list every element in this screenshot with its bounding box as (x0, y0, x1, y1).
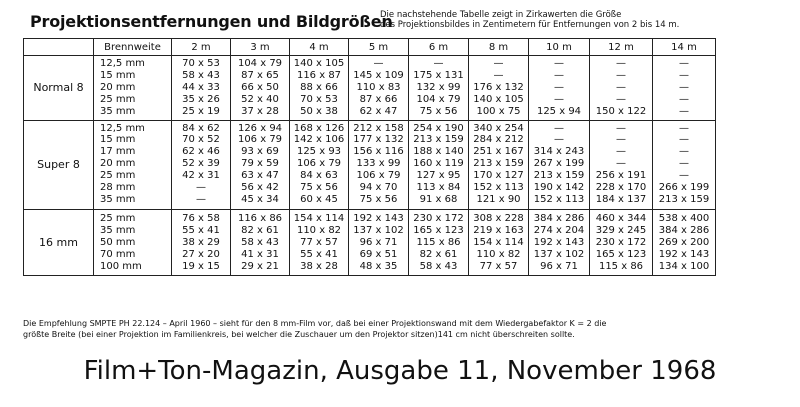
size-cell (349, 120, 409, 209)
size-value: 340 x 254 (473, 122, 524, 134)
group-normal-8 (24, 56, 716, 121)
description-line-1: Die nachstehende Tabelle zeigt in Zirkawerten die Größe (380, 10, 622, 20)
brennweite-cell (94, 56, 172, 121)
size-value: 110 x 82 (296, 224, 342, 236)
size-value: 165 x 123 (413, 224, 464, 236)
size-value: 96 x 71 (540, 260, 578, 272)
size-value: 100 x 75 (476, 105, 521, 117)
size-cell (590, 120, 653, 209)
group-label: Normal 8 (24, 56, 94, 121)
size-value: 256 x 191 (595, 170, 647, 182)
size-value: 70 x 53 (300, 93, 338, 105)
size-value: 142 x 106 (293, 134, 345, 146)
size-value: 55 x 41 (300, 248, 338, 260)
size-value: — (616, 69, 626, 81)
size-value: 82 x 61 (241, 224, 279, 236)
size-value: 66 x 50 (241, 81, 279, 93)
brennweite-value: 100 mm (100, 260, 142, 272)
header-brennweite: Brennweite (94, 39, 172, 56)
brennweite-cell (94, 209, 172, 276)
size-value: 104 x 79 (416, 93, 461, 105)
size-value: 170 x 127 (473, 170, 524, 182)
size-value: 308 x 228 (473, 212, 524, 224)
size-cell (590, 209, 653, 276)
brennweite-value: 25 mm (100, 212, 136, 224)
header-distance: 6 m (409, 39, 469, 56)
table-header-row (24, 39, 716, 56)
size-value: 126 x 94 (237, 122, 283, 134)
size-cell (653, 209, 716, 276)
caption: Film+Ton-Magazin, Ausgabe 11, November 1968 (83, 356, 717, 386)
size-value: 76 x 58 (182, 212, 220, 224)
size-value: 137 x 102 (353, 224, 404, 236)
size-value: 62 x 46 (182, 146, 220, 158)
size-cell (469, 209, 529, 276)
size-value: 213 x 159 (533, 170, 585, 182)
brennweite-value: 12,5 mm (100, 122, 145, 134)
size-value: — (554, 93, 564, 105)
size-cell (231, 209, 290, 276)
size-value: 213 x 159 (413, 134, 464, 146)
header-distance: 3 m (231, 39, 290, 56)
brennweite-value: 70 mm (100, 248, 136, 260)
size-value: 96 x 71 (359, 236, 398, 248)
size-cell (409, 120, 469, 209)
size-value: — (196, 193, 206, 205)
header-distance: 5 m (349, 39, 409, 56)
size-cell (590, 56, 653, 121)
size-value: — (616, 134, 626, 146)
size-value: 284 x 212 (473, 134, 524, 146)
size-value: 91 x 68 (419, 193, 458, 205)
size-value: 110 x 82 (476, 248, 521, 260)
size-cell (409, 209, 469, 276)
size-value: 168 x 126 (293, 122, 345, 134)
size-value: 538 x 400 (658, 212, 710, 224)
size-value: 384 x 286 (658, 224, 710, 236)
size-value: 121 x 90 (476, 193, 521, 205)
footnote-line-2: größte Breite (bei einer Projektion im Familienkreis, bei welcher die Zuschauer um den Projektor sitzen)141 cm nicht überschreiten sollte. (23, 329, 575, 339)
size-cell (653, 120, 716, 209)
size-value: 228 x 170 (595, 182, 647, 194)
size-value: 152 x 113 (533, 193, 585, 205)
size-value: 274 x 204 (533, 224, 585, 236)
header-group (24, 39, 94, 56)
size-value: 132 x 99 (416, 81, 461, 93)
projection-table (23, 38, 716, 276)
size-cell (290, 209, 349, 276)
size-value: — (679, 146, 689, 158)
brennweite-value: 50 mm (100, 236, 136, 248)
brennweite-value: 35 mm (100, 193, 136, 205)
group-row (24, 209, 716, 276)
size-value: 329 x 245 (595, 224, 647, 236)
size-value: 267 x 199 (533, 158, 585, 170)
group-label: Super 8 (24, 120, 94, 209)
size-value: 104 x 79 (237, 58, 283, 69)
size-value: 192 x 143 (533, 236, 585, 248)
size-value: 116 x 86 (237, 212, 283, 224)
size-value: 79 x 59 (241, 158, 279, 170)
brennweite-value: 15 mm (100, 134, 136, 146)
size-value: 140 x 105 (293, 58, 345, 69)
footnote (23, 319, 783, 340)
size-value: — (554, 81, 564, 93)
size-cell (529, 56, 590, 121)
size-cell (529, 209, 590, 276)
size-value: — (616, 58, 626, 69)
header-distance: 14 m (653, 39, 716, 56)
size-value: 125 x 94 (536, 105, 582, 117)
size-cell (231, 120, 290, 209)
size-value: 60 x 45 (300, 193, 338, 205)
size-value: 145 x 109 (353, 69, 404, 81)
size-value: 213 x 159 (473, 158, 524, 170)
size-value: 58 x 43 (182, 69, 220, 81)
brennweite-cell (94, 120, 172, 209)
size-value: 137 x 102 (533, 248, 585, 260)
size-value: 150 x 122 (595, 105, 647, 117)
size-value: 113 x 84 (416, 182, 461, 194)
size-value: 190 x 142 (533, 182, 585, 194)
size-value: 230 x 172 (595, 236, 647, 248)
size-value: 70 x 52 (182, 134, 220, 146)
size-value: 133 x 99 (356, 158, 401, 170)
size-value: 38 x 29 (182, 236, 220, 248)
header-distance: 8 m (469, 39, 529, 56)
size-value: 188 x 140 (413, 146, 464, 158)
size-value: 37 x 28 (241, 105, 279, 117)
size-value: 45 x 34 (241, 193, 279, 205)
size-value: — (616, 122, 626, 134)
size-cell (172, 56, 231, 121)
size-cell (349, 209, 409, 276)
size-value: 384 x 286 (533, 212, 585, 224)
size-cell (349, 56, 409, 121)
size-value: 156 x 116 (353, 146, 404, 158)
size-value: 29 x 21 (241, 260, 279, 272)
size-value: 175 x 131 (413, 69, 464, 81)
brennweite-value: 25 mm (100, 170, 136, 182)
size-cell (409, 56, 469, 121)
size-value: 140 x 105 (473, 93, 524, 105)
footnote-line-1: Die Empfehlung SMPTE PH 22.124 – April 1960 – sieht für den 8 mm-Film vor, daß bei einer Projektionswand mit dem Wiedergabefaktor K = 2 die (23, 319, 607, 328)
size-value: 219 x 163 (473, 224, 524, 236)
size-value: 25 x 19 (182, 105, 220, 117)
size-value: 93 x 69 (241, 146, 279, 158)
size-value: — (373, 58, 384, 69)
size-value: 58 x 43 (419, 260, 458, 272)
size-value: — (616, 93, 626, 105)
size-value: 27 x 20 (182, 248, 220, 260)
size-value: 251 x 167 (473, 146, 524, 158)
size-value: — (679, 93, 689, 105)
size-value: 154 x 114 (293, 212, 345, 224)
size-value: 134 x 100 (658, 260, 710, 272)
size-value: 42 x 31 (182, 170, 220, 182)
brennweite-value: 35 mm (100, 105, 136, 117)
size-value: 35 x 26 (182, 93, 220, 105)
size-value: — (554, 69, 564, 81)
size-cell (172, 209, 231, 276)
size-cell (290, 120, 349, 209)
size-value: 165 x 123 (595, 248, 647, 260)
size-value: 52 x 39 (182, 158, 220, 170)
size-value: — (493, 58, 504, 69)
size-value: — (616, 81, 626, 93)
size-value: 75 x 56 (359, 193, 398, 205)
size-cell (231, 56, 290, 121)
size-value: 176 x 132 (473, 81, 524, 93)
size-value: 106 x 79 (237, 134, 283, 146)
size-value: 212 x 158 (353, 122, 404, 134)
group-super-8 (24, 120, 716, 209)
header-distance: 10 m (529, 39, 590, 56)
size-cell (290, 56, 349, 121)
size-value: 87 x 65 (241, 69, 279, 81)
size-cell (172, 120, 231, 209)
size-value: 69 x 51 (359, 248, 398, 260)
size-value: — (433, 58, 444, 69)
size-value: 116 x 87 (296, 69, 342, 81)
size-value: 87 x 66 (359, 93, 398, 105)
size-value: 19 x 15 (182, 260, 220, 272)
size-value: 177 x 132 (353, 134, 404, 146)
size-value: 184 x 137 (595, 193, 647, 205)
size-value: 115 x 86 (416, 236, 461, 248)
size-value: — (493, 69, 504, 81)
size-cell (529, 120, 590, 209)
size-value: 110 x 83 (356, 81, 401, 93)
size-value: 127 x 95 (416, 170, 461, 182)
size-value: 77 x 57 (300, 236, 338, 248)
size-value: — (679, 122, 689, 134)
size-value: 125 x 93 (296, 146, 342, 158)
size-value: 62 x 47 (359, 105, 398, 117)
header-distance: 4 m (290, 39, 349, 56)
size-value: 160 x 119 (413, 158, 464, 170)
size-value: 213 x 159 (658, 193, 710, 205)
size-value: 50 x 38 (300, 105, 338, 117)
brennweite-value: 35 mm (100, 224, 136, 236)
page-title: Projektionsentfernungen und Bildgrößen (30, 12, 393, 31)
size-value: 44 x 33 (182, 81, 220, 93)
size-value: 269 x 200 (658, 236, 710, 248)
size-value: 48 x 35 (359, 260, 398, 272)
description (380, 10, 770, 30)
size-value: 106 x 79 (356, 170, 401, 182)
size-value: 314 x 243 (533, 146, 585, 158)
size-value: 41 x 31 (241, 248, 279, 260)
size-value: 52 x 40 (241, 93, 279, 105)
header-distance: 2 m (172, 39, 231, 56)
size-value: 75 x 56 (419, 105, 458, 117)
size-value: 230 x 172 (413, 212, 464, 224)
size-cell (469, 56, 529, 121)
size-value: 192 x 143 (353, 212, 404, 224)
size-value: 254 x 190 (413, 122, 464, 134)
size-value: 77 x 57 (479, 260, 518, 272)
size-value: 106 x 79 (296, 158, 342, 170)
size-value: — (196, 182, 206, 194)
size-value: 82 x 61 (419, 248, 458, 260)
brennweite-value: 12,5 mm (100, 58, 145, 69)
size-value: — (679, 81, 689, 93)
header-distance: 12 m (590, 39, 653, 56)
size-value: 115 x 86 (598, 260, 644, 272)
brennweite-value: 15 mm (100, 69, 136, 81)
size-value: — (679, 69, 689, 81)
size-value: 84 x 62 (182, 122, 220, 134)
group-row (24, 120, 716, 209)
size-value: — (679, 158, 689, 170)
size-value: 38 x 28 (300, 260, 338, 272)
size-value: 94 x 70 (359, 182, 398, 194)
size-cell (469, 120, 529, 209)
size-value: — (554, 58, 564, 69)
size-value: — (616, 146, 626, 158)
size-value: — (679, 105, 689, 117)
group-row (24, 56, 716, 121)
size-value: 88 x 66 (300, 81, 338, 93)
brennweite-value: 20 mm (100, 81, 136, 93)
size-value: — (679, 58, 689, 69)
brennweite-value: 25 mm (100, 93, 136, 105)
size-value: — (679, 134, 689, 146)
size-value: — (679, 170, 689, 182)
brennweite-value: 17 mm (100, 146, 136, 158)
group-16mm (24, 209, 716, 276)
size-value: 75 x 56 (300, 182, 338, 194)
size-value: 55 x 41 (182, 224, 220, 236)
size-value: 266 x 199 (658, 182, 710, 194)
size-value: 192 x 143 (658, 248, 710, 260)
size-value: — (554, 134, 564, 146)
description-line-2: des Projektionsbildes in Zentimetern für Entfernungen von 2 bis 14 m. (380, 20, 680, 30)
size-value: — (616, 158, 626, 170)
brennweite-value: 28 mm (100, 182, 136, 194)
brennweite-value: 20 mm (100, 158, 136, 170)
size-value: 84 x 63 (300, 170, 338, 182)
size-value: 154 x 114 (473, 236, 524, 248)
size-value: 152 x 113 (473, 182, 524, 194)
size-value: 460 x 344 (595, 212, 647, 224)
size-value: — (554, 122, 564, 134)
size-value: 63 x 47 (241, 170, 279, 182)
size-cell (653, 56, 716, 121)
group-label: 16 mm (24, 209, 94, 276)
size-value: 56 x 42 (241, 182, 279, 194)
size-value: 58 x 43 (241, 236, 279, 248)
size-value: 70 x 53 (182, 58, 220, 69)
